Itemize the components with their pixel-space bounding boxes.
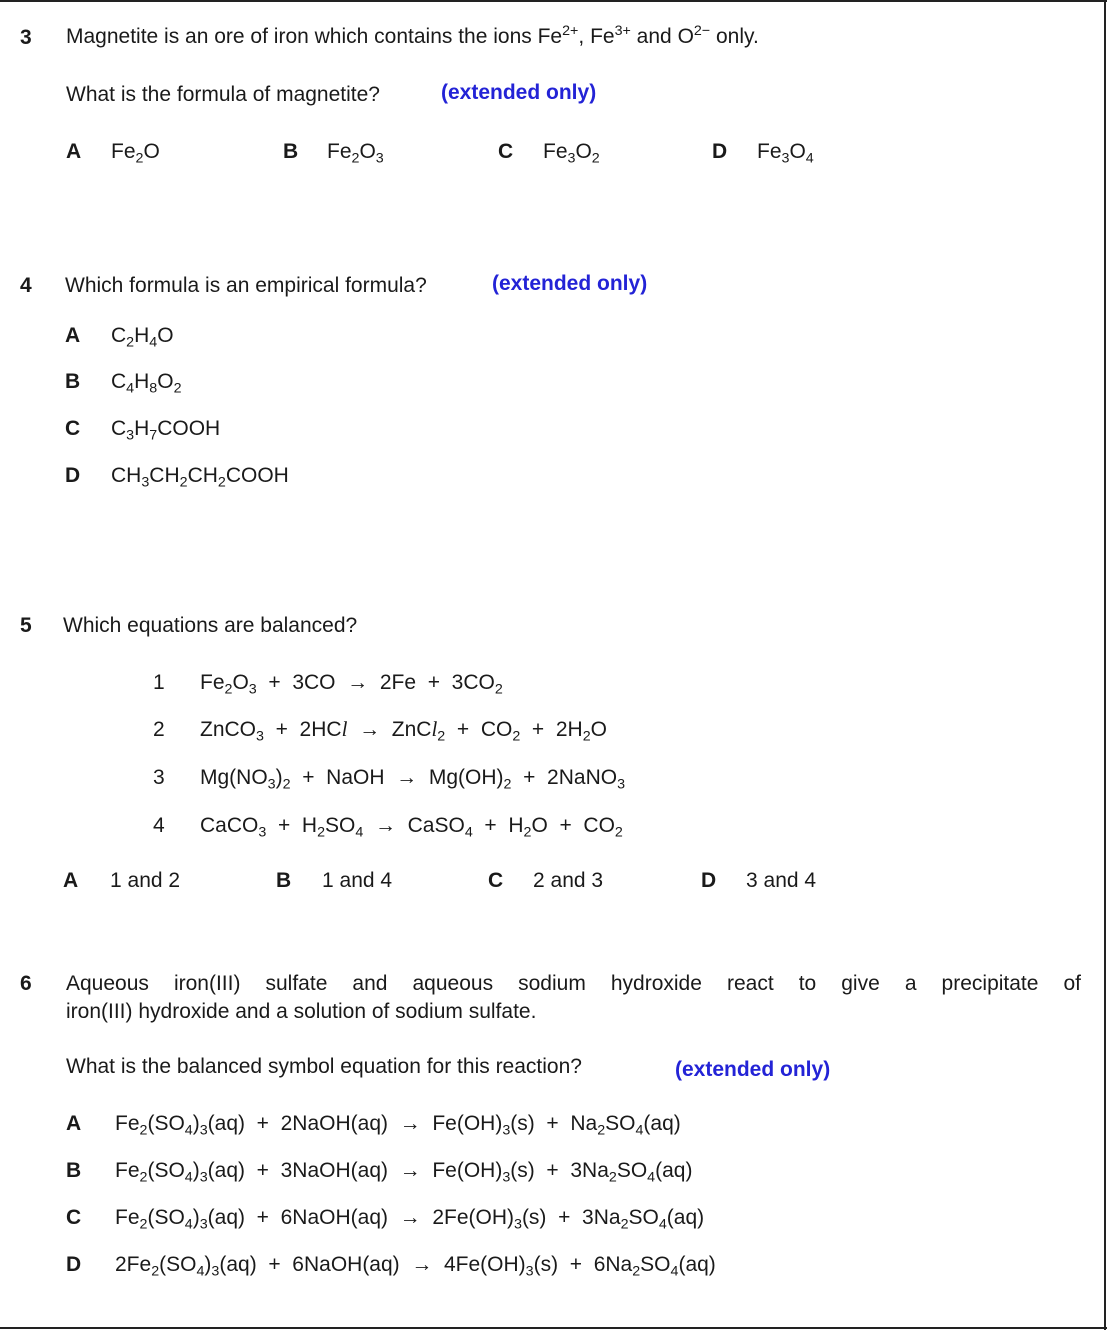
q5-option-a-letter[interactable]: A: [63, 869, 79, 892]
q3-option-b-letter[interactable]: B: [283, 140, 299, 163]
equation-2: ZnCO$_3$ + 2HCl → ZnCl$_2$ + $CO_2 + 2H_2O$: [200, 717, 607, 745]
q6-option-b-equation[interactable]: $Fe_2(SO_4)_3(aq)$ + 3NaOH(aq) → $Fe(OH)_3(s) + 3Na_2SO_4(aq)$: [115, 1159, 693, 1186]
q3-option-a-letter[interactable]: A: [66, 140, 82, 163]
question-6-stem-line-1: Aqueous iron(III) sulfate and aqueous sodium hydroxide react to give a precipitate of: [66, 972, 1081, 995]
question-4-number: 4: [20, 274, 32, 297]
question-6-extended-tag: (extended only): [675, 1058, 831, 1081]
right-border: [1104, 0, 1106, 1330]
question-6-number: 6: [20, 972, 32, 995]
q6-option-d-letter[interactable]: D: [66, 1253, 82, 1276]
q6-option-c-equation[interactable]: $Fe_2(SO_4)_3(aq)$ + 6NaOH(aq) → $2Fe(OH)_3(s) + 3Na_2SO_4(aq)$: [115, 1206, 705, 1233]
equation-1-number: 1: [153, 671, 165, 694]
question-4-prompt: Which formula is an empirical formula?: [65, 274, 427, 297]
q3-option-c-letter[interactable]: C: [498, 140, 514, 163]
equation-4-number: 4: [153, 814, 165, 837]
equation-2-number: 2: [153, 718, 165, 741]
question-6-stem-line-2: iron(III) hydroxide and a solution of sodium sulfate.: [66, 1000, 537, 1023]
q3-option-d-formula[interactable]: $Fe_3O_4$: [757, 140, 814, 167]
equation-3: $Mg(NO_3)_2$ + NaOH → $Mg(OH)_2$ + 2NaNO$_3$: [200, 766, 626, 793]
question-3-prompt: What is the formula of magnetite?: [66, 83, 380, 106]
q5-option-c-text[interactable]: 2 and 3: [533, 869, 604, 892]
q5-option-d-letter[interactable]: D: [701, 869, 717, 892]
q4-option-a-letter[interactable]: A: [65, 324, 81, 347]
q6-option-a-equation[interactable]: $Fe_2(SO_4)_3(aq)$ + 2NaOH(aq) → $Fe(OH)_3(s) + Na_2SO_4(aq)$: [115, 1112, 681, 1139]
q6-option-c-letter[interactable]: C: [66, 1206, 82, 1229]
q4-option-d-formula[interactable]: $CH_3CH_2CH_2COOH$: [111, 464, 289, 491]
q3-option-c-formula[interactable]: $Fe_3O_2$: [543, 140, 600, 167]
q4-option-a-formula[interactable]: $C_2H_4O$: [111, 324, 174, 351]
q4-option-b-letter[interactable]: B: [65, 370, 81, 393]
equation-3-number: 3: [153, 766, 165, 789]
q5-option-b-text[interactable]: 1 and 4: [322, 869, 393, 892]
bottom-rule: [0, 1327, 1107, 1329]
q5-option-b-letter[interactable]: B: [276, 869, 292, 892]
question-5-prompt: Which equations are balanced?: [63, 614, 358, 637]
top-rule: [0, 0, 1107, 2]
equation-4: CaCO$_3$ + $H_2SO_4$ → CaSO$_4$ + $H_2O + CO_2$: [200, 814, 623, 841]
q4-option-b-formula[interactable]: $C_4H_8O_2$: [111, 370, 182, 397]
q6-option-d-equation[interactable]: $2Fe_2(SO_4)_3(aq)$ + 6NaOH(aq) → $4Fe(OH)_3(s) + 6Na_2SO_4(aq)$: [115, 1253, 716, 1280]
q3-option-b-formula[interactable]: $Fe_2O_3$: [327, 140, 384, 167]
q6-option-a-letter[interactable]: A: [66, 1112, 82, 1135]
ion-fe2: $Fe^{2+}$: [537, 23, 579, 48]
q5-option-d-text[interactable]: 3 and 4: [746, 869, 817, 892]
question-3-stem: Magnetite is an ore of iron which contains the ions $Fe^{2+}$, $Fe^{3+}$ and $O^{2-}$ only.: [66, 23, 759, 48]
question-3-number: 3: [20, 26, 32, 49]
ion-fe3: $Fe^{3+}$: [590, 23, 631, 48]
q5-option-c-letter[interactable]: C: [488, 869, 504, 892]
q6-option-b-letter[interactable]: B: [66, 1159, 82, 1182]
q4-option-d-letter[interactable]: D: [65, 464, 81, 487]
stem-text: Magnetite is an ore of iron which contains the ions: [66, 25, 538, 48]
q5-option-a-text[interactable]: 1 and 2: [110, 869, 181, 892]
q3-option-d-letter[interactable]: D: [712, 140, 728, 163]
equation-1: $Fe_2O_3 + 3CO \to 2Fe + 3CO_2$: [200, 671, 503, 698]
question-3-extended-tag: (extended only): [441, 81, 597, 104]
ion-oxide: $O^{2-}$: [677, 23, 711, 48]
q3-option-a-formula[interactable]: $Fe_2O$: [111, 140, 160, 167]
question-6-prompt: What is the balanced symbol equation for this reaction?: [66, 1055, 582, 1078]
q4-option-c-letter[interactable]: C: [65, 417, 81, 440]
question-5-number: 5: [20, 614, 32, 637]
question-4-extended-tag: (extended only): [492, 272, 648, 295]
q4-option-c-formula[interactable]: $C_3H_7COOH$: [111, 417, 221, 444]
